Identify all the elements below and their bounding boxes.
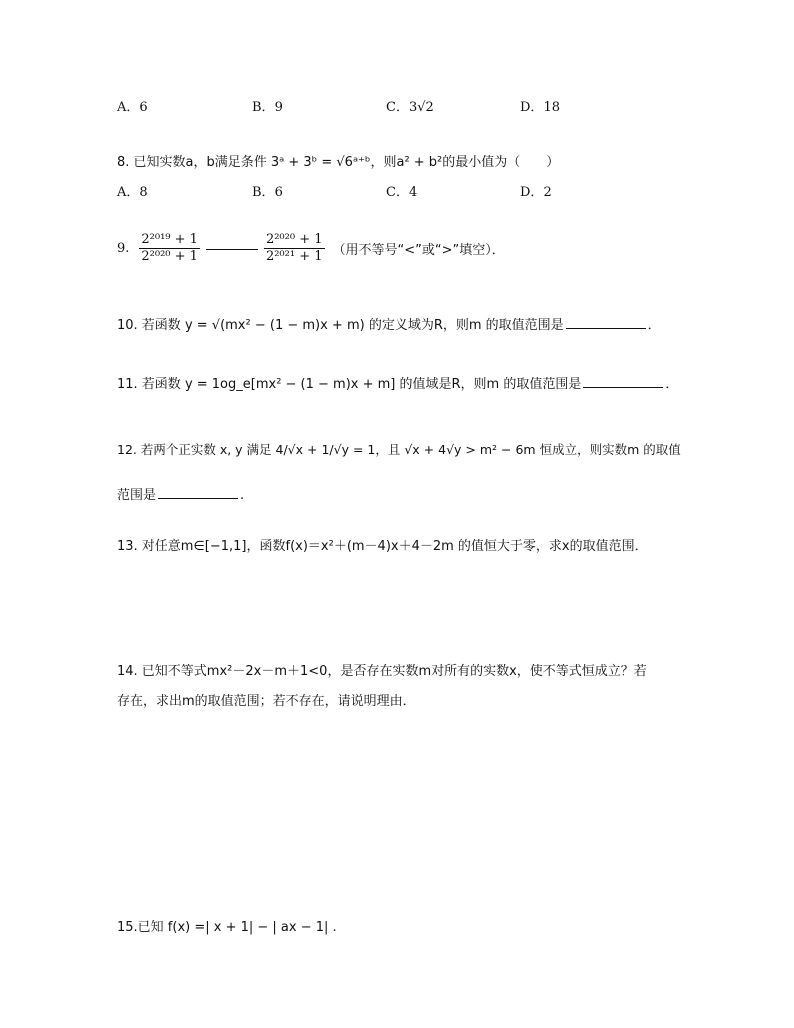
q10-end: ． (647, 318, 661, 333)
q15-text: 15.已知 f(x) =| x + 1| − | ax − 1| . (117, 920, 337, 935)
question-number: 9. (117, 241, 130, 256)
option-value: 6 (274, 185, 283, 200)
q12-end: . (240, 488, 245, 503)
q8-option-b (252, 181, 283, 200)
answer-blank[interactable] (566, 327, 646, 329)
q12-line1: 12. 若两个正实数 x, y 满足 4/√x + 1/√y = 1，且 √x + 4√y > m² − 6m 恒成立，则实数m 的取值 (117, 442, 681, 457)
q7-option-c (386, 96, 434, 115)
fraction-numerator: 2²⁰¹⁹ + 1 (141, 232, 198, 247)
option-letter: A． (117, 100, 140, 115)
option-letter: A． (117, 185, 140, 200)
q11-line (117, 373, 678, 392)
option-letter: D． (520, 185, 544, 200)
option-value: 18 (543, 100, 560, 115)
q9-suffix: （用不等号“<”或“>”填空）． (332, 243, 505, 258)
answer-blank[interactable] (206, 248, 258, 250)
q8-option-a (117, 181, 148, 200)
q9-fraction-right (264, 232, 325, 265)
q9-fraction-left (139, 232, 200, 265)
q7-option-d (520, 96, 560, 115)
option-value: 3√2 (408, 100, 434, 115)
q11-end: ． (665, 377, 679, 392)
answer-blank[interactable] (158, 497, 238, 499)
option-letter: B． (252, 100, 275, 115)
q7-option-b (252, 96, 283, 115)
option-value: 4 (408, 185, 418, 200)
fraction-denominator: 2²⁰²¹ + 1 (265, 249, 323, 264)
q8-option-d (520, 181, 552, 200)
option-letter: C． (386, 100, 409, 115)
q10-line (117, 314, 661, 333)
q10-text: 10. 若函数 y = √(mx² − (1 − m)x + m) 的定义域为R，则m 的取值范围是 (117, 318, 564, 333)
q11-text: 11. 若函数 y = 1og_e[mx² − (1 − m)x + m] 的值域是R，则m 的取值范围是 (117, 377, 582, 392)
q7-option-a (117, 96, 148, 115)
option-value: 9 (274, 100, 283, 115)
option-letter: C． (386, 185, 409, 200)
fraction-denominator: 2²⁰²⁰ + 1 (141, 249, 198, 264)
q8-option-c (386, 181, 417, 200)
q12-line2 (117, 484, 244, 503)
q13-text: 13. 对任意m∈[−1,1]，函数f(x)＝x²＋(m－4)x＋4－2m 的值恒大于零，求x的取值范围． (117, 539, 648, 554)
q14-line1: 14. 已知不等式mx²－2x－m＋1<0，是否存在实数m对所有的实数x，使不等式恒成立？若 (117, 664, 647, 679)
option-letter: D． (520, 100, 544, 115)
option-letter: B． (252, 185, 275, 200)
option-value: 6 (139, 100, 148, 115)
q14-line2: 存在，求出m的取值范围；若不存在，请说明理由． (117, 694, 416, 709)
option-value: 8 (139, 185, 148, 200)
fraction-numerator: 2²⁰²⁰ + 1 (265, 232, 323, 247)
option-value: 2 (543, 185, 552, 200)
answer-blank[interactable] (583, 386, 663, 388)
q12-text2: 范围是 (117, 488, 157, 503)
q9-line (117, 232, 505, 265)
q8-text: 8. 已知实数a，b满足条件 3ᵃ + 3ᵇ = √6ᵃ⁺ᵇ，则a² + b²的最小值为（ ） (117, 155, 560, 170)
